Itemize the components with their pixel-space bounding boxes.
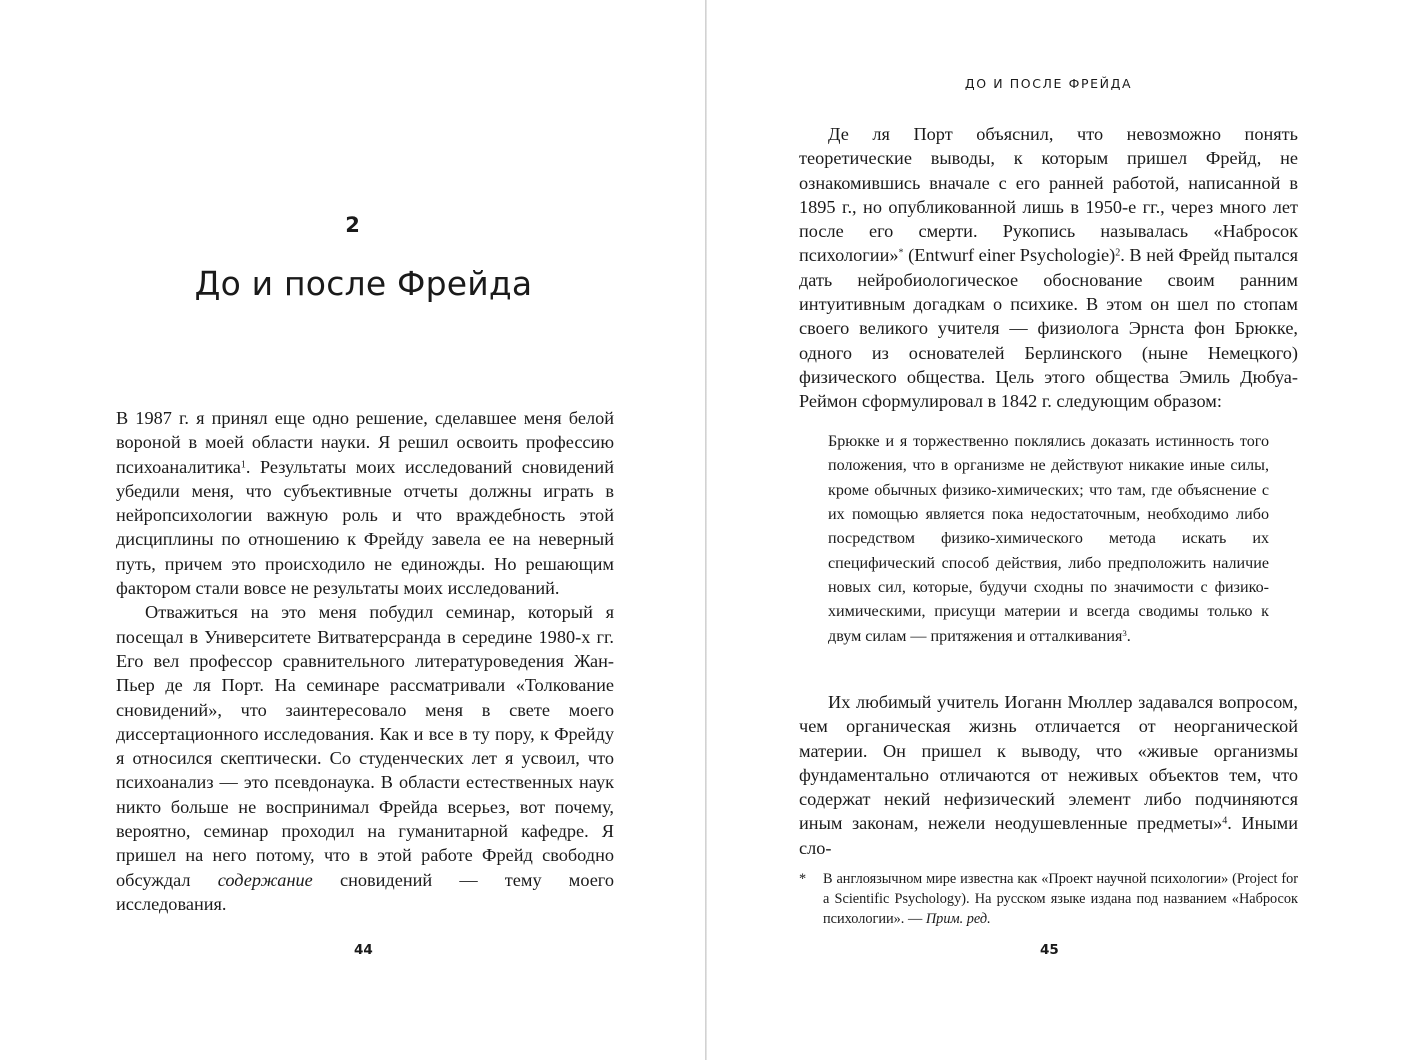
chapter-number: 2 (345, 213, 360, 237)
right-paragraph-2: Их любимый учитель Иоганн Мюллер задавался вопросом, чем органическая жизнь отличается от неорганической материи. Он пришел к выводу, что «живые организмы фундаментально отличаются от неживых объектов тем, что содержат некий нефизический элемент либо подчиняются иным законам, нежели неодушевленные предметы»$^4$. Иными сло- (799, 692, 1299, 858)
left-body-text (116, 406, 614, 916)
footnote-mark: * (799, 871, 807, 887)
footnote-ref-4: 4 (1222, 815, 1228, 827)
footnote-editor-note: Прим. ред. (925, 910, 991, 927)
running-head: ДО И ПОСЛЕ ФРЕЙДА (964, 76, 1133, 91)
footnote-ref-3: 3 (1122, 627, 1127, 638)
page-number-right: 45 (1040, 942, 1059, 958)
emphasis-word: содержание (217, 869, 313, 890)
left-paragraph-1: В 1987 г. я принял еще одно решение, сделавшее меня белой вороной в моей области науки. Я решил освоить профессию психоаналитика$^1$. Результаты моих исследований сновидений убедили меня, что субъективные отчеты должны играть в нейропсихологии важную роль и что враждебность этой дисциплины по отношению к Фрейду завела ее на неверный путь, причем это происходило не единожды. Но решающим фактором стали вовсе не результаты моих исследований. (116, 408, 614, 599)
block-quote: Брюкке и я торжественно поклялись доказать истинность того положения, что в организме не действуют никакие иные силы, кроме обычных физико-химических; что там, где объяснение с их помощью является пока недостаточным, необходимо либо посредством физико-химического метода искать их специфический способ действия, либо предположить наличие новых сил, которые, будучи сходны по значимости с физико-химическими, присущи материи и всегда сводимы только к двум силам — притяжения и отталкивания$^3$. (828, 433, 1269, 645)
footnote: * В англоязычном мире известна как «Проект научной психологии» (Project for a Scientific Psychology). На русском языке издана под названием «Набросок психологии». — Прим. ред. (799, 871, 1298, 927)
footnote-ref-2: 2 (1115, 247, 1121, 259)
right-paragraph-1: Де ля Порт объяснил, что невозможно понять теоретические выводы, к которым пришел Фрейд, не ознакомившись вначале с его ранней работой, написанной в 1895 г., но опубликованной лишь в 1950-е гг., через много лет после его смерти. Рукопись называлась «Набросок психологии»* (Entwurf einer Psychologie)$^2$. В ней Фрейд пытался дать нейробиологическое обоснование своим ранним интуитивным догадкам о психике. В этом он шел по стопам своего великого учителя — физиолога Эрнста фон Брюкке, одного из основателей Берлинского (ныне Немецкого) физического общества. Цель этого общества Эмиль Дюбуа-Реймон сформулировал в 1842 г. следующим образом: (799, 124, 1298, 412)
page-number-left: 44 (354, 942, 373, 958)
right-page (707, 0, 1410, 1060)
chapter-title: До и после Фрейда (194, 264, 533, 303)
footnote-ref-1: 1 (240, 459, 246, 471)
footnote-ref-star: * (898, 247, 904, 259)
left-paragraph-2: Отважиться на это меня побудил семинар, который я посещал в Университете Витватерсранда в середине 1980-х гг. Его вел профессор сравнительного литературоведения Жан-Пьер де ля Порт. На семинаре рассматривали «Толкование сновидений», что заинтересовало меня в свете моего диссертационного исследования. Как и все в ту пору, к Фрейду я относился скептически. Со студенческих лет я усвоил, что психоанализ — это псевдонаука. В области естественных наук никто больше не воспринимал Фрейда всерьез, вот почему, вероятно, семинар проходил на гуманитарной кафедре. Я пришел на него потому, что в этой работе Фрейд свободно обсуждал содержание сновидений — тему моего исследования. (116, 602, 614, 914)
